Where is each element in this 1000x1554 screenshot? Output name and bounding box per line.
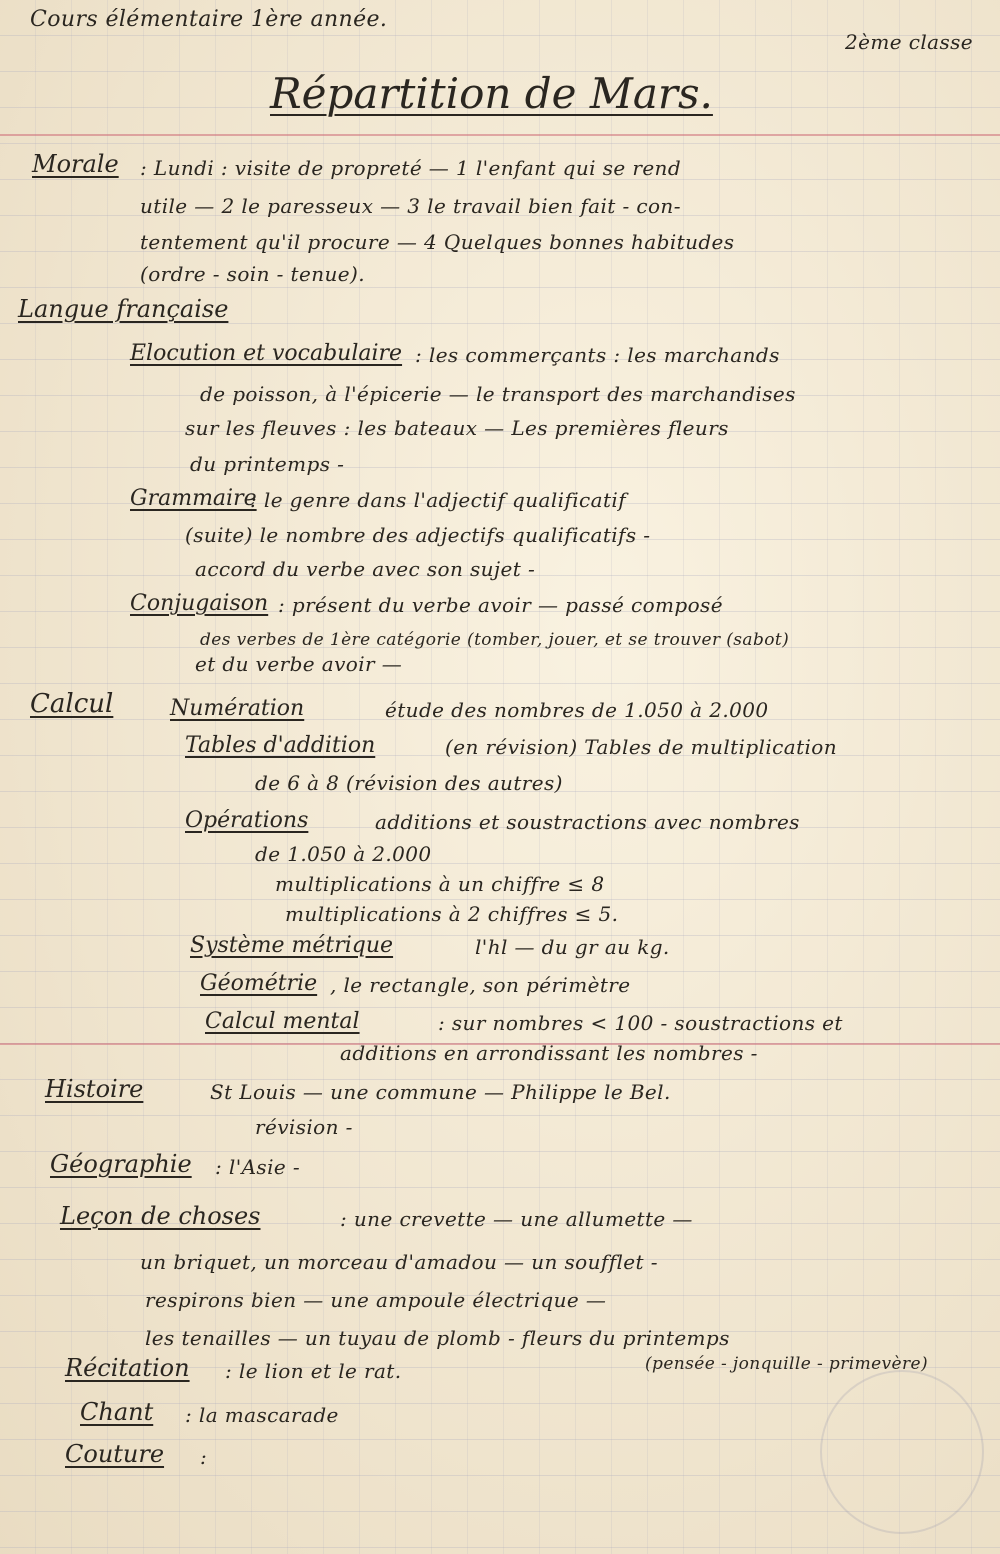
operations-line: additions et soustractions avec nombres [375,810,800,834]
grammaire-line: accord du verbe avec son sujet - [195,557,536,581]
histoire-heading: Histoire [45,1075,144,1103]
lecons-line: (pensée - jonquille - primevère) [645,1354,929,1374]
elocution-heading: Elocution et vocabulaire [130,341,403,366]
geometrie-line: , le rectangle, son périmètre [330,973,631,997]
calcul-mental-line: additions en arrondissant les nombres - [340,1041,758,1065]
grammaire-line: : le genre dans l'adjectif qualificatif [250,488,627,512]
conjugaison-line: et du verbe avoir — [195,652,403,676]
numeration-heading: Numération [170,696,305,721]
tables-heading: Tables d'addition [185,733,376,758]
conjugaison-line: des verbes de 1ère catégorie (tomber, jouer, et se trouver (sabot) [200,630,790,650]
systeme-line: l'hl — du gr au kg. [475,935,670,959]
morale-line: tentement qu'il procure — 4 Quelques bonnes habitudes [140,230,735,254]
tables-line: de 6 à 8 (révision des autres) [255,771,563,795]
elocution-line: du printemps - [190,452,345,476]
couture-heading: Couture [65,1440,165,1468]
recitation-heading: Récitation [65,1354,190,1382]
morale-line: utile — 2 le paresseux — 3 le travail bien fait - con- [140,194,681,218]
histoire-line: St Louis — une commune — Philippe le Bel. [210,1080,671,1104]
morale-line: (ordre - soin - tenue). [140,262,365,286]
lecons-line: les tenailles — un tuyau de plomb - fleurs du printemps [145,1326,730,1350]
morale-line: : Lundi : visite de propreté — 1 l'enfant qui se rend [140,156,682,180]
lecons-line: un briquet, un morceau d'amadou — un soufflet - [140,1250,658,1274]
operations-line: multiplications à 2 chiffres ≤ 5. [285,902,619,926]
course-label: Cours élémentaire 1ère année. [30,7,388,32]
elocution-line: : les commerçants : les marchands [415,343,780,367]
morale-heading: Morale [32,150,119,178]
systeme-heading: Système métrique [190,933,394,958]
geographie-line: : l'Asie - [215,1155,301,1179]
lecons-line: : une crevette — une allumette — [340,1207,693,1231]
elocution-line: sur les fleuves : les bateaux — Les premières fleurs [185,416,729,440]
lecons-line: respirons bien — une ampoule électrique — [145,1288,607,1312]
grammaire-heading: Grammaire [130,486,257,511]
lecons-heading: Leçon de choses [60,1202,261,1230]
conjugaison-heading: Conjugaison [130,591,269,616]
geometrie-heading: Géométrie [200,971,318,996]
geographie-heading: Géographie [50,1150,192,1178]
chant-heading: Chant [80,1398,154,1426]
faded-stamp [820,1370,984,1534]
conjugaison-line: : présent du verbe avoir — passé composé [278,593,723,617]
histoire-line: révision - [255,1115,353,1139]
red-margin-line [0,134,1000,136]
chant-line: : la mascarade [185,1403,339,1427]
elocution-line: de poisson, à l'épicerie — le transport des marchandises [200,382,796,406]
recitation-line: : le lion et le rat. [225,1359,402,1383]
calcul-mental-line: : sur nombres < 100 - soustractions et [438,1011,843,1035]
numeration-line: étude des nombres de 1.050 à 2.000 [385,698,769,722]
calcul-mental-heading: Calcul mental [205,1009,360,1034]
calcul-heading: Calcul [30,689,114,719]
page-title: Répartition de Mars. [270,69,713,118]
operations-line: de 1.050 à 2.000 [255,842,432,866]
langue-heading: Langue française [18,295,229,323]
tables-line: (en révision) Tables de multiplication [445,735,838,759]
class-label: 2ème classe [845,30,974,54]
couture-line: : [200,1445,208,1469]
operations-heading: Opérations [185,808,309,833]
grammaire-line: (suite) le nombre des adjectifs qualificatifs - [185,523,651,547]
operations-line: multiplications à un chiffre ≤ 8 [275,872,605,896]
